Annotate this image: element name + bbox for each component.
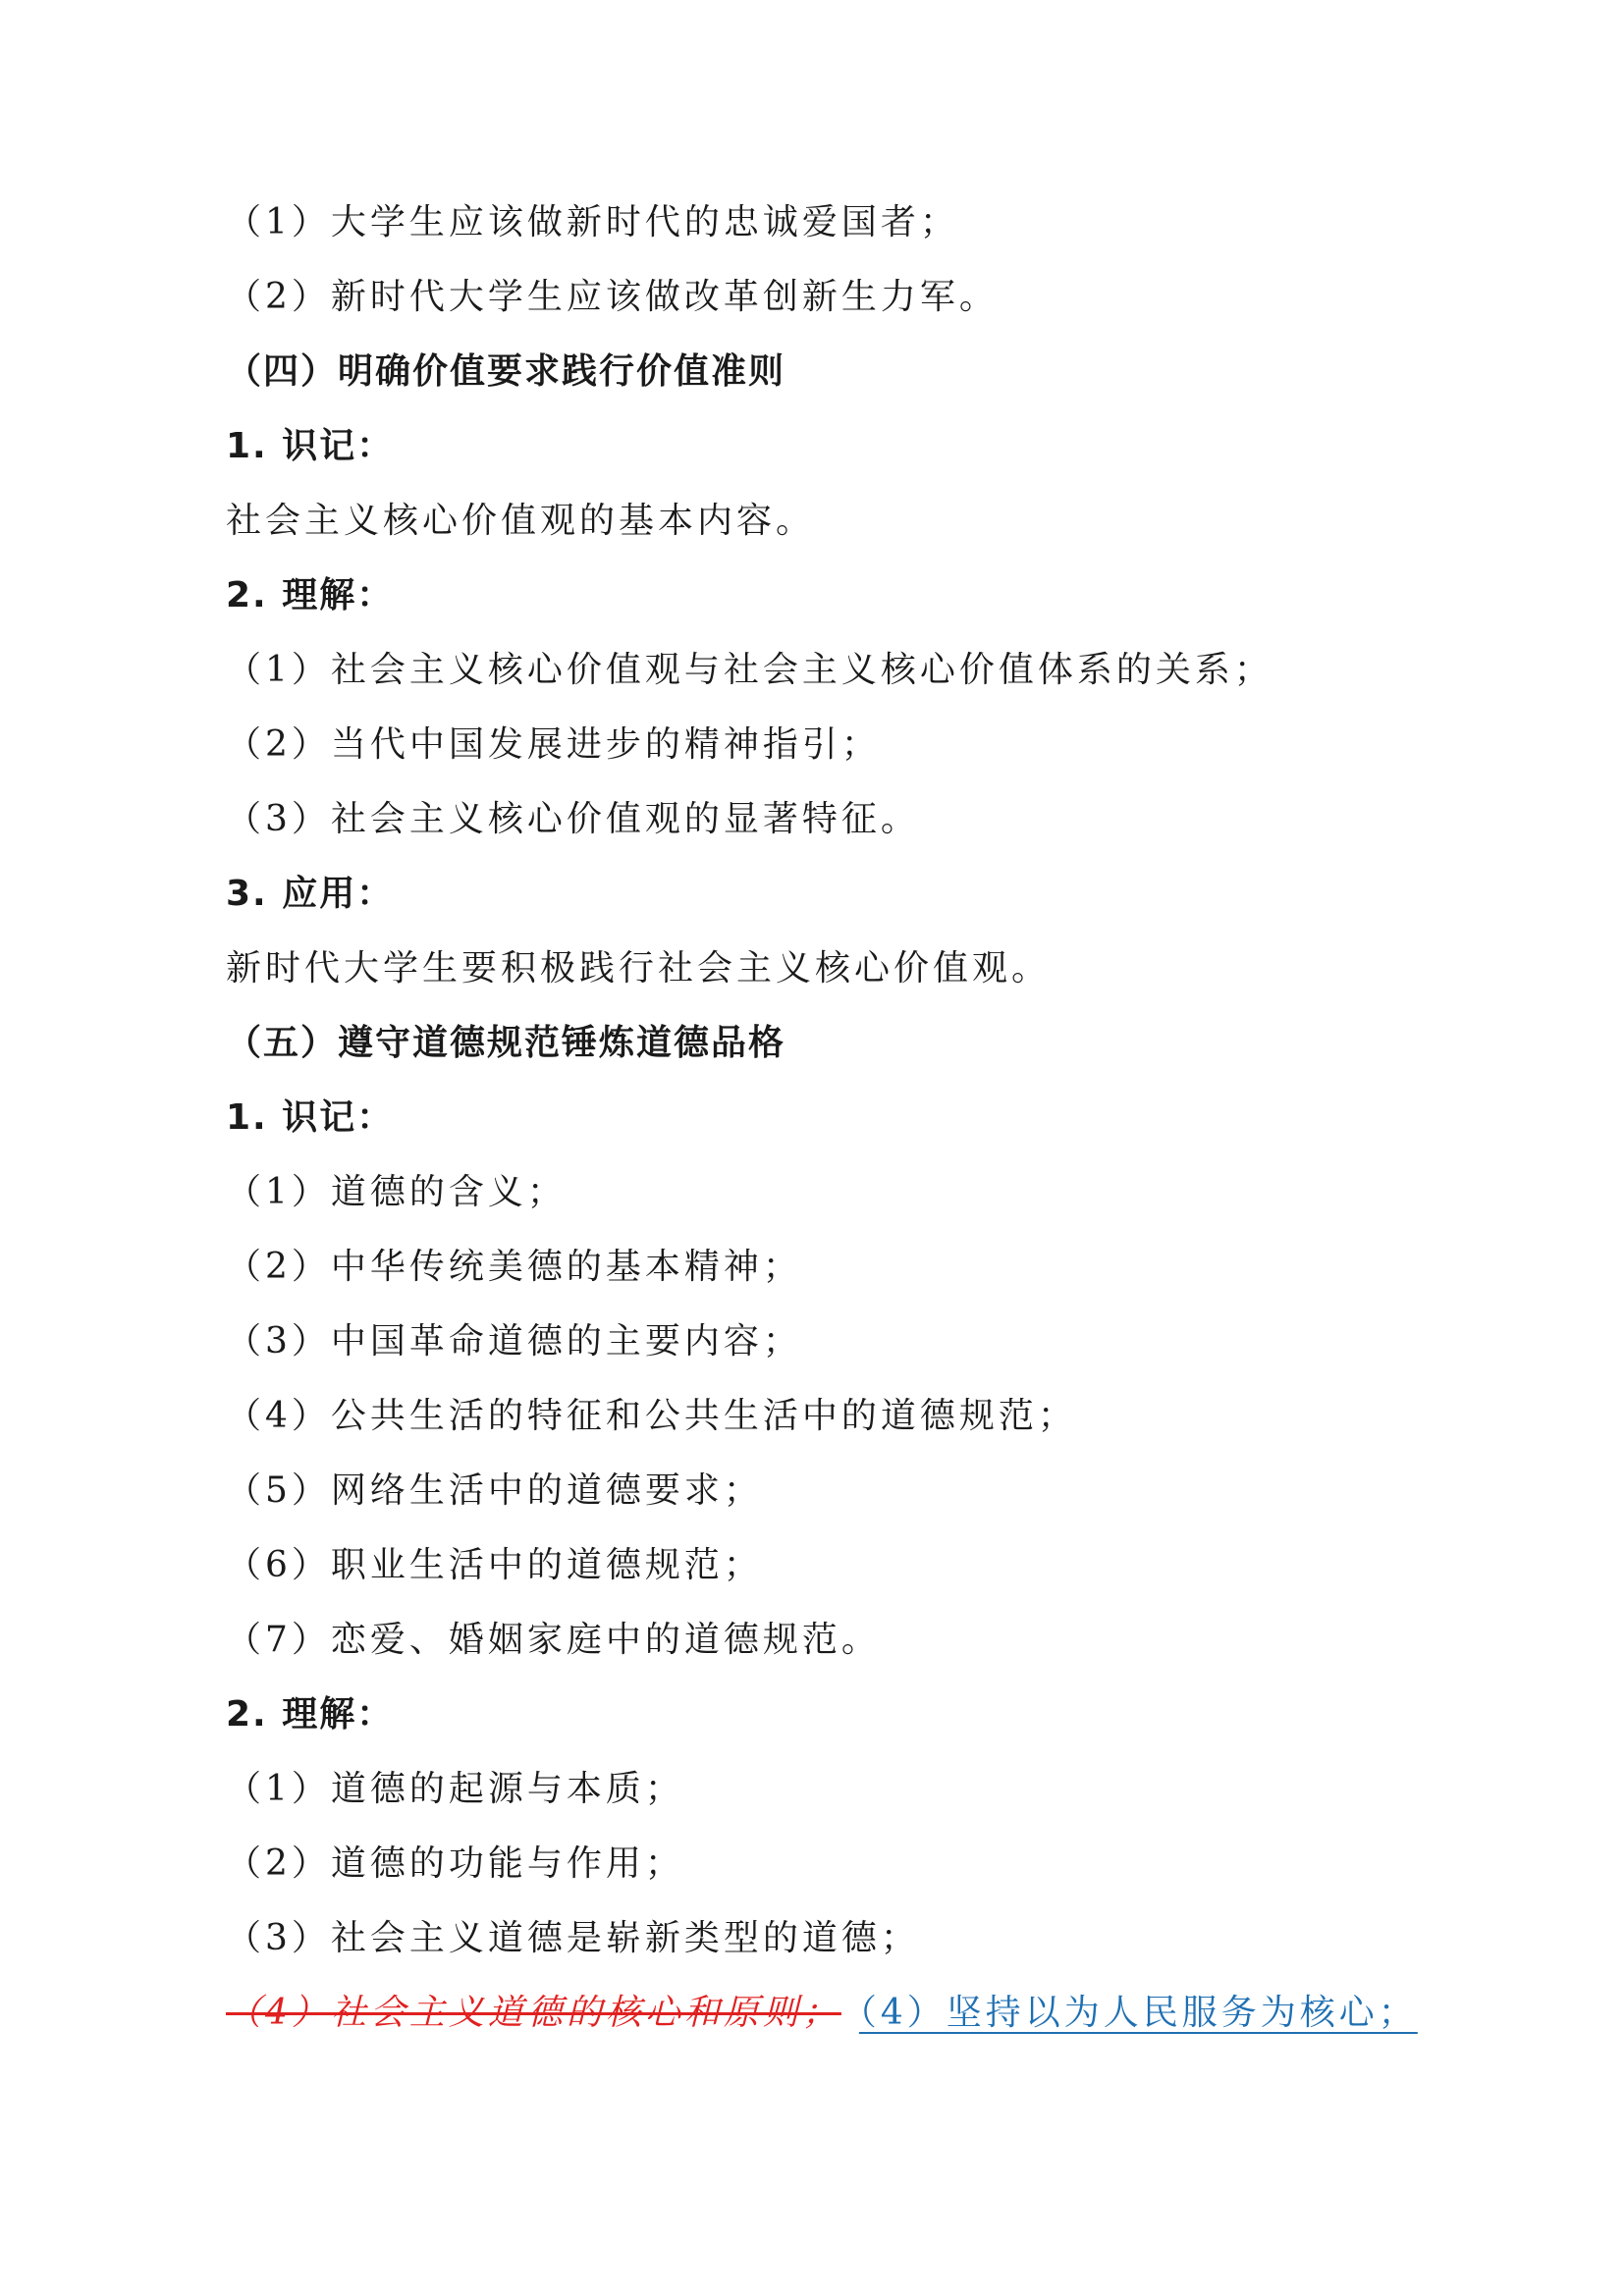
- section-heading: （五）遵守道德规范锤炼道德品格: [226, 1023, 786, 1063]
- text-line: （3）社会主义核心价值观的显著特征。: [226, 799, 920, 839]
- text-line: （1）道德的含义；: [226, 1172, 567, 1212]
- text-line: （6）职业生活中的道德规范；: [226, 1545, 763, 1585]
- text-line: （1）社会主义核心价值观与社会主义核心价值体系的关系；: [226, 650, 1273, 690]
- text-line: （2）中华传统美德的基本精神；: [226, 1247, 802, 1287]
- subsection-heading: 3. 应用：: [226, 874, 395, 914]
- text-line: （2）道德的功能与作用；: [226, 1843, 684, 1884]
- text-line: 新时代大学生要积极践行社会主义核心价值观。: [226, 948, 1052, 988]
- text-line: （4）公共生活的特征和公共生活中的道德规范；: [226, 1396, 1077, 1436]
- text-line: （5）网络生活中的道德要求；: [226, 1470, 763, 1511]
- text-line: （7）恋爱、婚姻家庭中的道德规范。: [226, 1620, 881, 1660]
- text-line: 社会主义核心价值观的基本内容。: [226, 501, 816, 541]
- text-line: （3）社会主义道德是崭新类型的道德；: [226, 1918, 920, 1958]
- section-heading: （四）明确价值要求践行价值准则: [226, 351, 786, 392]
- subsection-heading: 2. 理解：: [226, 575, 395, 615]
- inserted-revision-text: （4）坚持以为人民服务为核心；: [858, 1993, 1418, 2033]
- text-line: （3）中国革命道德的主要内容；: [226, 1321, 802, 1362]
- text-line: （1）大学生应该做新时代的忠诚爱国者；: [226, 202, 959, 242]
- deleted-revision-text: （4）社会主义道德的核心和原则；: [226, 1993, 841, 2033]
- text-line: （1）道德的起源与本质；: [226, 1769, 684, 1809]
- subsection-heading: 1. 识记：: [226, 426, 395, 466]
- text-line: （2）新时代大学生应该做改革创新生力军。: [226, 277, 999, 317]
- tracked-change-line: [226, 1990, 1418, 2037]
- subsection-heading: 2. 理解：: [226, 1694, 395, 1735]
- text-line: （2）当代中国发展进步的精神指引；: [226, 724, 881, 765]
- subsection-heading: 1. 识记：: [226, 1097, 395, 1138]
